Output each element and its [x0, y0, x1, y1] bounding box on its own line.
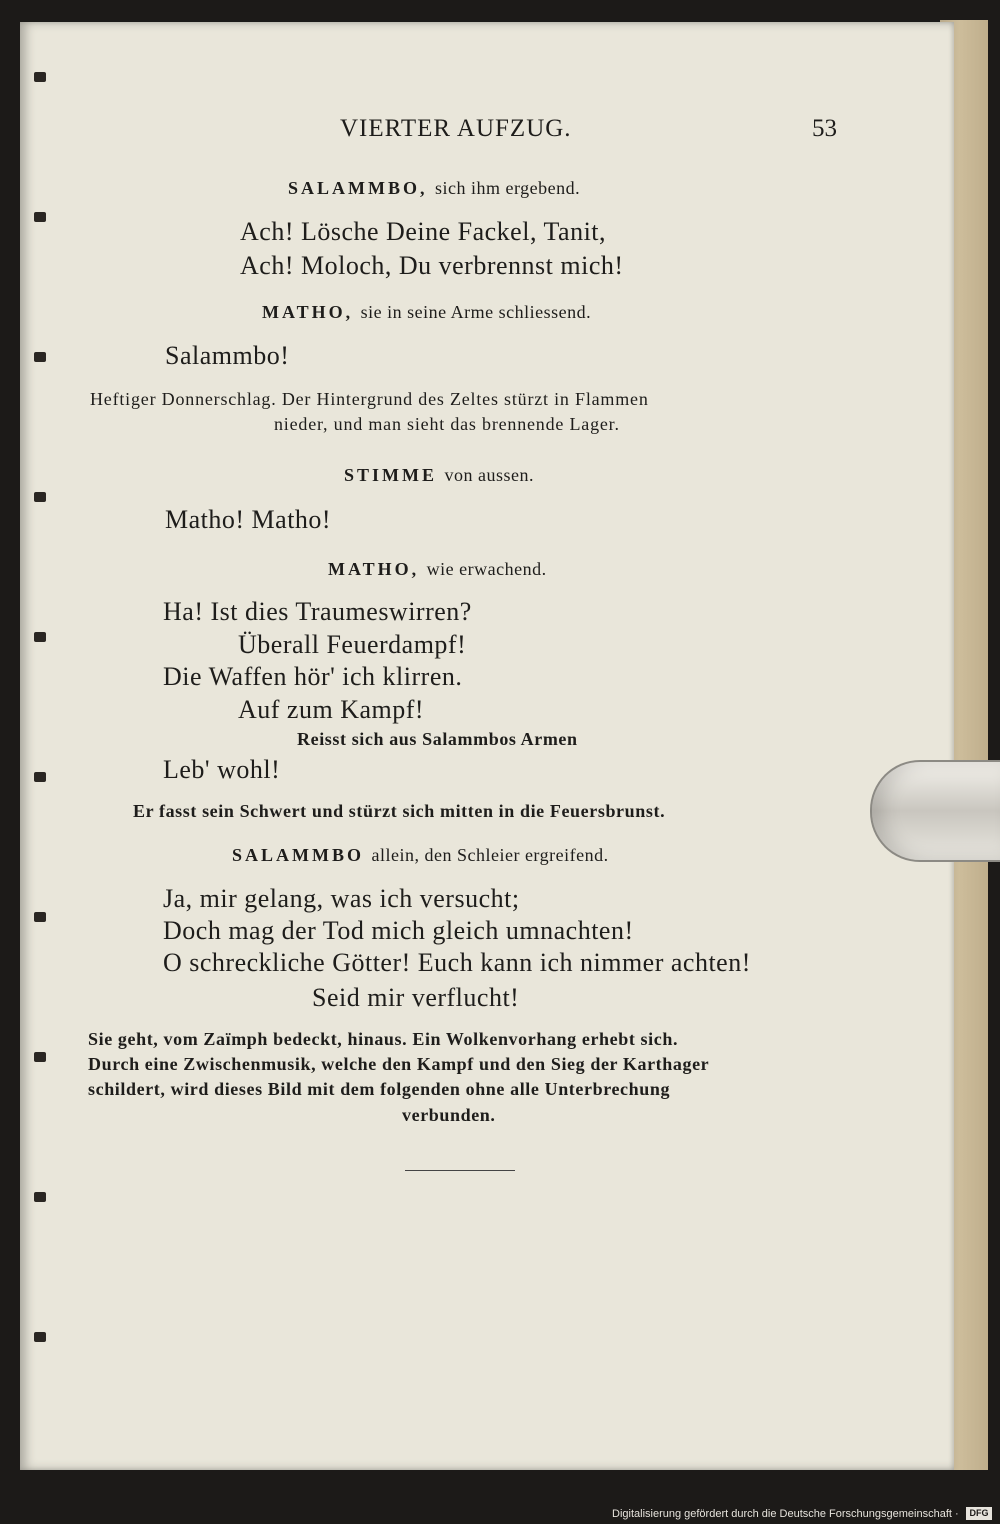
stage-direction: schildert, wird dieses Bild mit dem folgenden ohne alle Unterbrechung	[88, 1079, 671, 1099]
digitization-credit: Digitalisierung gefördert durch die Deutsche Forschungsgemeinschaft ·	[612, 1508, 959, 1520]
verse-line: Doch mag der Tod mich gleich umnachten!	[163, 916, 634, 945]
stage-direction: Heftiger Donnerschlag. Der Hintergrund des Zeltes stürzt in Flammen	[90, 389, 649, 409]
page-number: 53	[812, 115, 837, 142]
page-clip	[870, 760, 1000, 862]
verse-line: Salammbo!	[165, 341, 290, 370]
verse-line: Ach! Moloch, Du verbrennst mich!	[240, 251, 624, 280]
verse-line: Leb' wohl!	[163, 755, 281, 784]
verse-line: Die Waffen hör' ich klirren.	[163, 662, 463, 691]
verse-line: Auf zum Kampf!	[238, 695, 425, 724]
speaker-name: MATHO,	[328, 559, 420, 579]
speaker-heading	[344, 465, 534, 486]
speaker-heading	[262, 302, 591, 323]
speaker-heading	[328, 559, 547, 580]
binding-hole	[34, 72, 46, 82]
speaker-direction: sie in seine Arme schliessend.	[360, 302, 592, 322]
speaker-name: SALAMMBO,	[288, 178, 428, 198]
stage-direction: Er fasst sein Schwert und stürzt sich mitten in die Feuersbrunst.	[133, 801, 666, 821]
verse-line: Ha! Ist dies Traumeswirren?	[163, 597, 472, 626]
speaker-direction: allein, den Schleier ergreifend.	[371, 845, 609, 865]
binding-hole	[34, 492, 46, 502]
dfg-logo: DFG	[966, 1507, 992, 1520]
binding-hole	[34, 632, 46, 642]
binding-hole	[34, 1332, 46, 1342]
speaker-name: STIMME	[344, 465, 438, 485]
section-rule	[405, 1170, 515, 1171]
binding-hole	[34, 352, 46, 362]
stage-direction: verbunden.	[402, 1105, 496, 1125]
speaker-name: SALAMMBO	[232, 845, 364, 865]
stage-direction: nieder, und man sieht das brennende Lager.	[274, 414, 620, 434]
speaker-name: MATHO,	[262, 302, 354, 322]
running-title: VIERTER AUFZUG.	[340, 115, 572, 142]
speaker-direction: wie erwachend.	[426, 559, 547, 579]
binding-hole	[34, 912, 46, 922]
binding-hole	[34, 1192, 46, 1202]
binding-holes	[34, 52, 48, 1472]
speaker-direction: sich ihm ergebend.	[435, 178, 581, 198]
stage-direction: Durch eine Zwischenmusik, welche den Kampf und den Sieg der Karthager	[88, 1054, 710, 1074]
speaker-heading	[232, 845, 609, 866]
binding-hole	[34, 212, 46, 222]
verse-line: Matho! Matho!	[165, 505, 332, 534]
verse-line: Überall Feuerdampf!	[238, 630, 467, 659]
stage-direction: Reisst sich aus Salammbos Armen	[297, 729, 578, 749]
verse-line: Ja, mir gelang, was ich versucht;	[163, 884, 520, 913]
binding-hole	[34, 772, 46, 782]
verse-line: Ach! Lösche Deine Fackel, Tanit,	[240, 217, 607, 246]
verse-line: O schreckliche Götter! Euch kann ich nimmer achten!	[163, 948, 751, 977]
verse-line: Seid mir verflucht!	[312, 983, 520, 1012]
stage-direction: Sie geht, vom Zaïmph bedeckt, hinaus. Ein Wolkenvorhang erhebt sich.	[88, 1029, 679, 1049]
speaker-heading	[288, 178, 580, 199]
speaker-direction: von aussen.	[444, 465, 535, 485]
binding-hole	[34, 1052, 46, 1062]
